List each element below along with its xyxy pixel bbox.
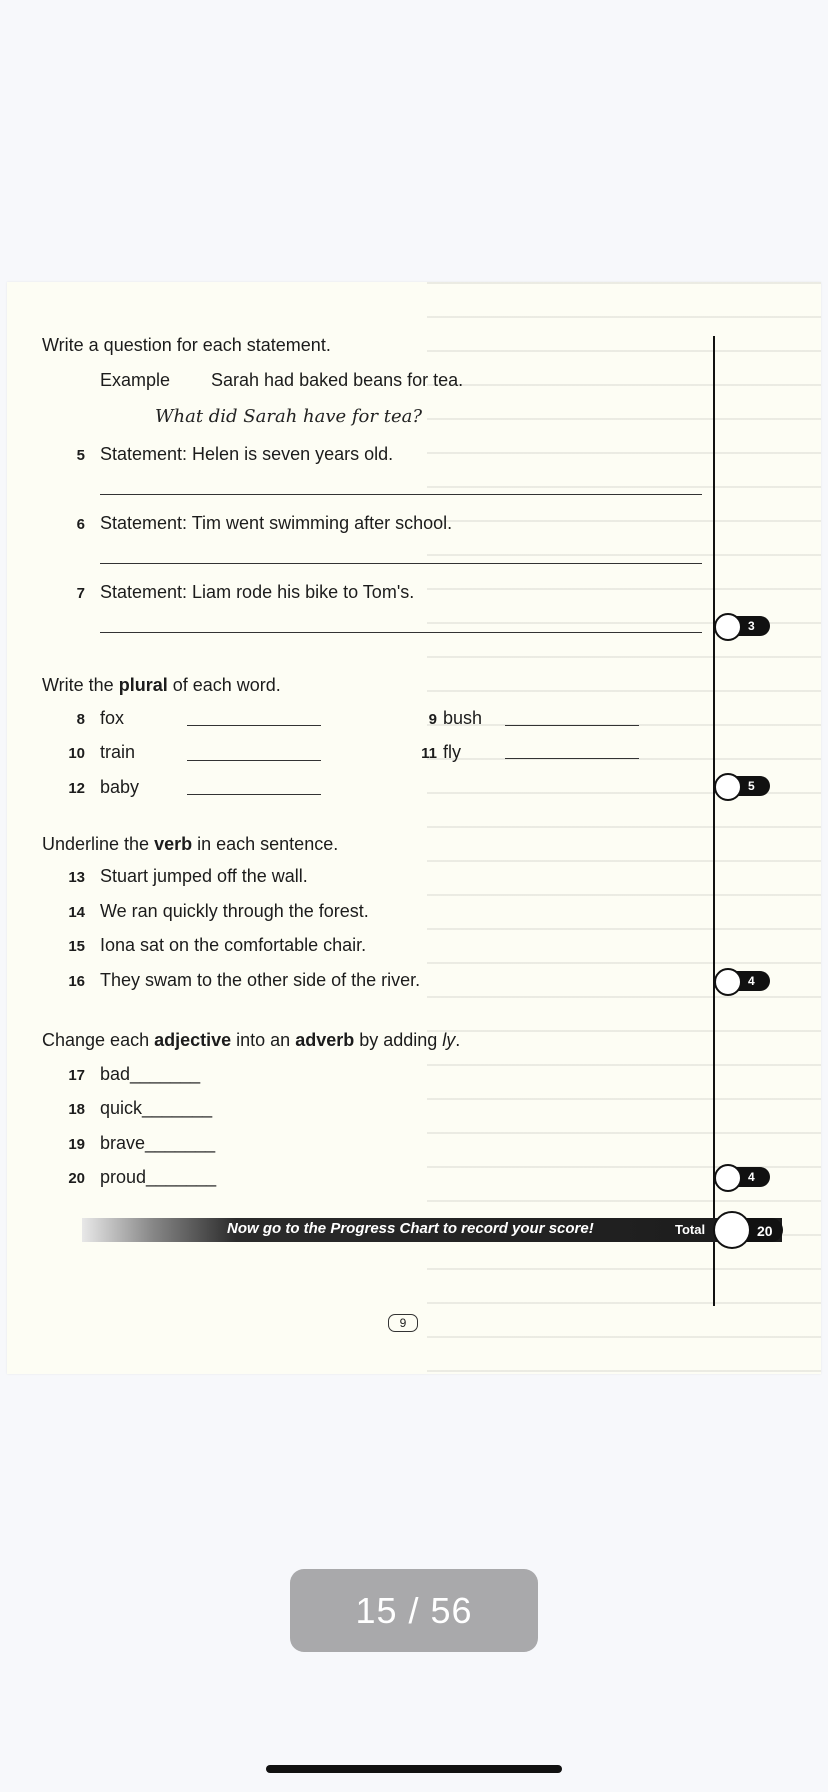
adverb-title: Change each adjective into an adverb by adding ly. (42, 1030, 461, 1050)
q19-number: 19 (68, 1136, 85, 1153)
score-section4 (714, 1164, 772, 1190)
progress-chart-message: Now go to the Progress Chart to record your score! (227, 1220, 594, 1237)
q7-answer-line[interactable] (100, 632, 702, 633)
q13-sentence[interactable]: Stuart jumped off the wall. (100, 866, 308, 886)
q10-answer-line[interactable] (187, 760, 321, 761)
example-statement: Sarah had baked beans for tea. (211, 370, 464, 390)
q14-number: 14 (68, 904, 85, 921)
example-answer: What did Sarah have for tea? (155, 406, 422, 427)
page-indicator: 15 / 56 (290, 1569, 538, 1652)
plural-title: Write the plural of each word. (42, 675, 281, 695)
q13-number: 13 (68, 869, 85, 886)
q6-number: 6 (76, 516, 85, 533)
q11-word: fly (443, 742, 461, 762)
q17-word[interactable]: bad_______ (100, 1064, 201, 1084)
home-indicator[interactable] (266, 1765, 562, 1773)
score-section1-value: 3 (748, 619, 755, 633)
q8-number: 8 (76, 711, 85, 728)
q16-number: 16 (68, 973, 85, 990)
q11-number: 11 (421, 745, 437, 762)
q20-number: 20 (68, 1170, 85, 1187)
example-label: Example (100, 370, 171, 390)
q15-number: 15 (68, 938, 85, 955)
total-value: 20 (757, 1223, 773, 1239)
q9-answer-line[interactable] (505, 725, 639, 726)
score-section4-value: 4 (748, 1170, 755, 1184)
q17-number: 17 (68, 1067, 85, 1084)
score-section1 (714, 613, 772, 639)
q5-answer-line[interactable] (100, 494, 702, 495)
q6-answer-line[interactable] (100, 563, 702, 564)
total-label: Total (675, 1222, 706, 1237)
q7-number: 7 (76, 585, 85, 602)
score-section3-value: 4 (748, 974, 755, 988)
q20-word[interactable]: proud_______ (100, 1167, 217, 1187)
q14-sentence[interactable]: We ran quickly through the forest. (100, 901, 369, 921)
q6-statement: Statement: Tim went swimming after school. (100, 513, 453, 533)
q18-number: 18 (68, 1101, 85, 1118)
q18-word[interactable]: quick_______ (100, 1098, 213, 1118)
page-number: 9 (388, 1314, 418, 1332)
score-section3 (714, 968, 772, 994)
q8-answer-line[interactable] (187, 725, 321, 726)
q15-sentence[interactable]: Iona sat on the comfortable chair. (100, 935, 367, 955)
bleed-through-texture (427, 282, 821, 1374)
score-section2-value: 5 (748, 779, 755, 793)
q9-number: 9 (428, 711, 437, 728)
total-circle (713, 1211, 751, 1249)
q11-answer-line[interactable] (505, 758, 639, 759)
q12-word: baby (100, 777, 140, 797)
q9-word: bush (443, 708, 483, 728)
q12-answer-line[interactable] (187, 794, 321, 795)
q5-number: 5 (76, 447, 85, 464)
q16-sentence[interactable]: They swam to the other side of the river. (100, 970, 421, 990)
q5-statement: Statement: Helen is seven years old. (100, 444, 394, 464)
score-section2 (714, 773, 772, 799)
verb-title: Underline the verb in each sentence. (42, 834, 339, 854)
q10-word: train (100, 742, 136, 762)
questions-title: Write a question for each statement. (42, 335, 331, 355)
q8-word: fox (100, 708, 125, 728)
worksheet-page (7, 282, 821, 1374)
q7-statement: Statement: Liam rode his bike to Tom's. (100, 582, 415, 602)
q10-number: 10 (68, 745, 85, 762)
score-column-line (713, 336, 715, 1306)
q19-word[interactable]: brave_______ (100, 1133, 216, 1153)
q12-number: 12 (68, 780, 85, 797)
